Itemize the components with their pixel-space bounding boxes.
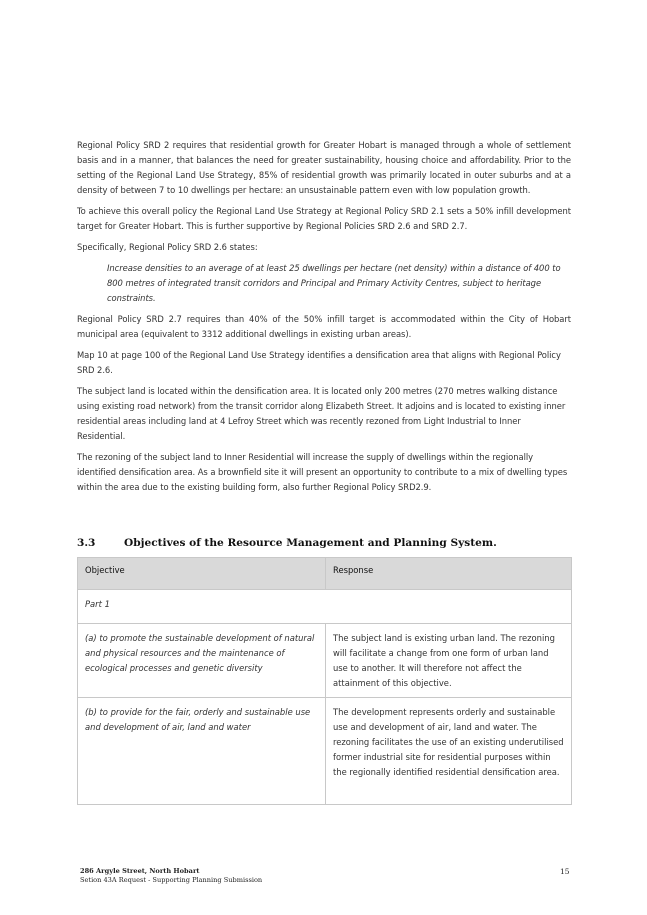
table-row-part	[78, 590, 572, 624]
page-number: 15	[560, 867, 570, 876]
footer-subtitle: Setion 43A Request - Supporting Planning Submission	[80, 876, 263, 884]
footer-address: 286 Argyle Street, North Hobart	[80, 867, 200, 875]
part-label: Part 1	[78, 590, 572, 624]
paragraph: Specifically, Regional Policy SRD 2.6 states:	[77, 242, 258, 252]
section-heading	[77, 537, 571, 549]
paragraph: Regional Policy SRD 2.7 requires than 40% of the 50% infill target is accommodated within the City of Hobart municipal area (equivalent to 3312 additional dwellings in existing urban areas).	[77, 314, 571, 339]
response-cell: The subject land is existing urban land. The rezoning will facilitate a change from one form of urban land use to another. It will therefore not affect the attainment of this objective.	[326, 624, 572, 698]
objective-cell: (b) to provide for the fair, orderly and sustainable use and development of air, land and water	[78, 698, 326, 805]
footer	[80, 867, 262, 885]
section-number: 3.3	[77, 537, 96, 549]
table-row	[78, 698, 572, 805]
objectives-table	[77, 557, 572, 805]
block-quote: Increase densities to an average of at least 25 dwellings per hectare (net density) within a distance of 400 to 800 metres of integrated transit corridors and Principal and Primary Activity Centres, subject to heritage constraints.	[107, 263, 561, 303]
paragraph: Regional Policy SRD 2 requires that residential growth for Greater Hobart is managed through a whole of settlement basis and in a manner, that balances the need for greater sustainability, housing choice and affordability. Prior to the setting of the Regional Land Use Strategy, 85% of residential growth was primarily located in outer suburbs and at a density of between 7 to 10 dwellings per hectare: an unsustainable pattern even with low population growth.	[77, 140, 571, 195]
table-header-row	[78, 558, 572, 590]
body-text	[77, 138, 571, 501]
response-cell: The development represents orderly and sustainable use and development of air, land and water. The rezoning facilitates the use of an existing underutilised former industrial site for residential purposes within the regionally identified residential densification area.	[326, 698, 572, 805]
paragraph: The subject land is located within the densification area. It is located only 200 metres (270 metres walking distance using existing road network) from the transit corridor along Elizabeth Street. It adjoins and is located to existing inner residential areas including land at 4 Lefroy Street which was recently rezoned from Light Industrial to Inner Residential.	[77, 386, 566, 441]
table-row	[78, 624, 572, 698]
objective-cell: (a) to promote the sustainable development of natural and physical resources and the maintenance of ecological processes and genetic diversity	[78, 624, 326, 698]
section-title: Objectives of the Resource Management and Planning System.	[124, 537, 497, 549]
paragraph: Map 10 at page 100 of the Regional Land Use Strategy identifies a densification area that aligns with Regional Policy SRD 2.6.	[77, 350, 561, 375]
paragraph: The rezoning of the subject land to Inner Residential will increase the supply of dwellings within the regionally identified densification area. As a brownfield site it will present an opportunity to contribute to a mix of dwelling types within the area due to the existing building form, also further Regional Policy SRD2.9.	[77, 452, 568, 492]
paragraph: To achieve this overall policy the Regional Land Use Strategy at Regional Policy SRD 2.1 sets a 50% infill development target for Greater Hobart. This is further supportive by Regional Policies SRD 2.6 and SRD 2.7.	[77, 206, 571, 231]
column-header-objective: Objective	[78, 558, 326, 590]
column-header-response: Response	[326, 558, 572, 590]
